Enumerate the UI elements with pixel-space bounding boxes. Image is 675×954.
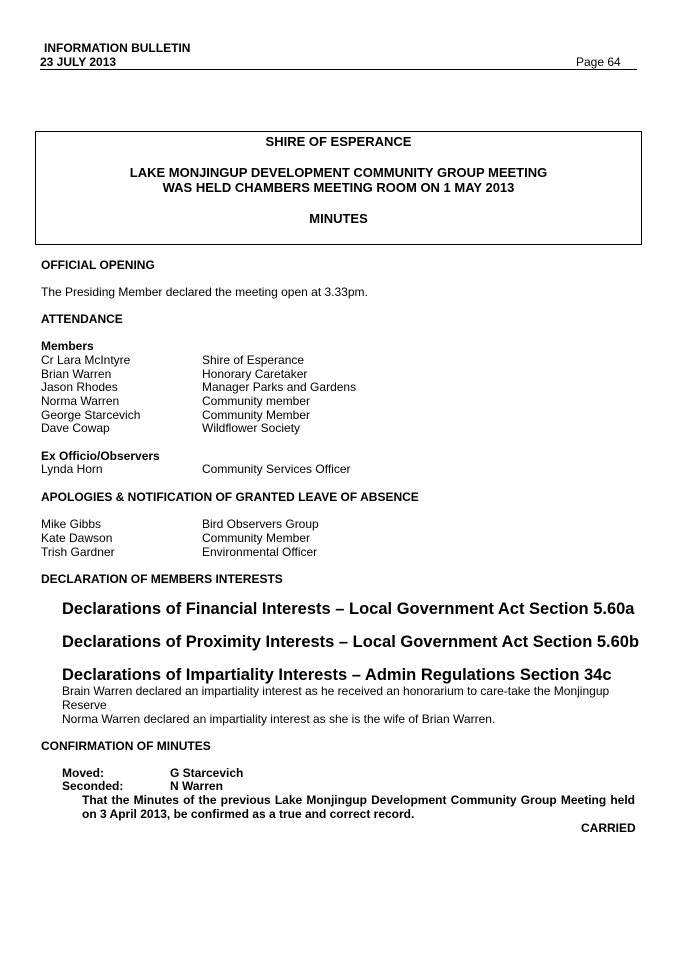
apologies-heading: APOLOGIES & NOTIFICATION OF GRANTED LEAVE OF ABSENCE: [41, 490, 419, 504]
apology-name: Kate Dawson: [41, 531, 113, 545]
members-heading: Members: [41, 339, 94, 353]
confirmation-heading: CONFIRMATION OF MINUTES: [41, 739, 211, 753]
exofficio-role: Community Services Officer: [202, 462, 351, 476]
motion-result: CARRIED: [581, 821, 636, 835]
apology-role: Bird Observers Group: [202, 517, 319, 531]
exofficio-heading: Ex Officio/Observers: [41, 449, 160, 463]
apology-role: Community Member: [202, 531, 311, 545]
org-name: SHIRE OF ESPERANCE: [265, 134, 412, 149]
motion-text: That the Minutes of the previous Lake Monjingup Development Community Group Meeting held on 3 April 2013, be confirmed as a true and correct record.: [82, 793, 635, 821]
member-name: Dave Cowap: [41, 421, 110, 435]
seconded-label: Seconded:: [62, 779, 124, 793]
member-role: Wildflower Society: [202, 421, 301, 435]
moved-value: G Starcevich: [170, 766, 244, 780]
member-role: Manager Parks and Gardens: [202, 380, 357, 394]
financial-interests-heading: Declarations of Financial Interests – Local Government Act Section 5.60a: [62, 600, 635, 618]
impartiality-interests-heading: Declarations of Impartiality Interests – Admin Regulations Section 34c: [62, 666, 612, 684]
declarations-heading: DECLARATION OF MEMBERS INTERESTS: [41, 572, 283, 586]
bulletin-title: INFORMATION BULLETIN: [44, 41, 191, 55]
apology-role: Environmental Officer: [202, 545, 318, 559]
exofficio-name: Lynda Horn: [41, 462, 103, 476]
member-name: Cr Lara McIntyre: [41, 353, 131, 367]
meeting-title-line1: LAKE MONJINGUP DEVELOPMENT COMMUNITY GROUP MEETING: [129, 165, 548, 180]
apology-name: Trish Gardner: [41, 545, 115, 559]
moved-label: Moved:: [62, 766, 104, 780]
title-box: [35, 131, 642, 245]
member-name: Brian Warren: [41, 367, 112, 381]
member-name: Jason Rhodes: [41, 380, 118, 394]
bulletin-date: 23 JULY 2013: [40, 55, 117, 69]
apology-name: Mike Gibbs: [41, 517, 102, 531]
impartiality-note: Norma Warren declared an impartiality interest as she is the wife of Brian Warren.: [62, 712, 496, 726]
opening-heading: OFFICIAL OPENING: [41, 258, 155, 272]
page-number: Page 64: [576, 55, 621, 69]
minutes-label: MINUTES: [309, 211, 368, 226]
opening-text: The Presiding Member declared the meeting open at 3.33pm.: [41, 285, 368, 299]
member-role: Community member: [202, 394, 311, 408]
attendance-heading: ATTENDANCE: [41, 312, 123, 326]
member-name: Norma Warren: [41, 394, 120, 408]
seconded-value: N Warren: [170, 779, 223, 793]
member-role: Honorary Caretaker: [202, 367, 308, 381]
meeting-title-line2: WAS HELD CHAMBERS MEETING ROOM ON 1 MAY 2013: [162, 180, 515, 195]
member-role: Shire of Esperance: [202, 353, 305, 367]
header-rule: [40, 69, 637, 70]
member-name: George Starcevich: [41, 408, 141, 422]
impartiality-note-continued: Reserve: [62, 698, 107, 712]
impartiality-note: Brain Warren declared an impartiality interest as he received an honorarium to care-take the Monjingup: [62, 684, 610, 698]
member-role: Community Member: [202, 408, 311, 422]
proximity-interests-heading: Declarations of Proximity Interests – Local Government Act Section 5.60b: [62, 633, 640, 651]
